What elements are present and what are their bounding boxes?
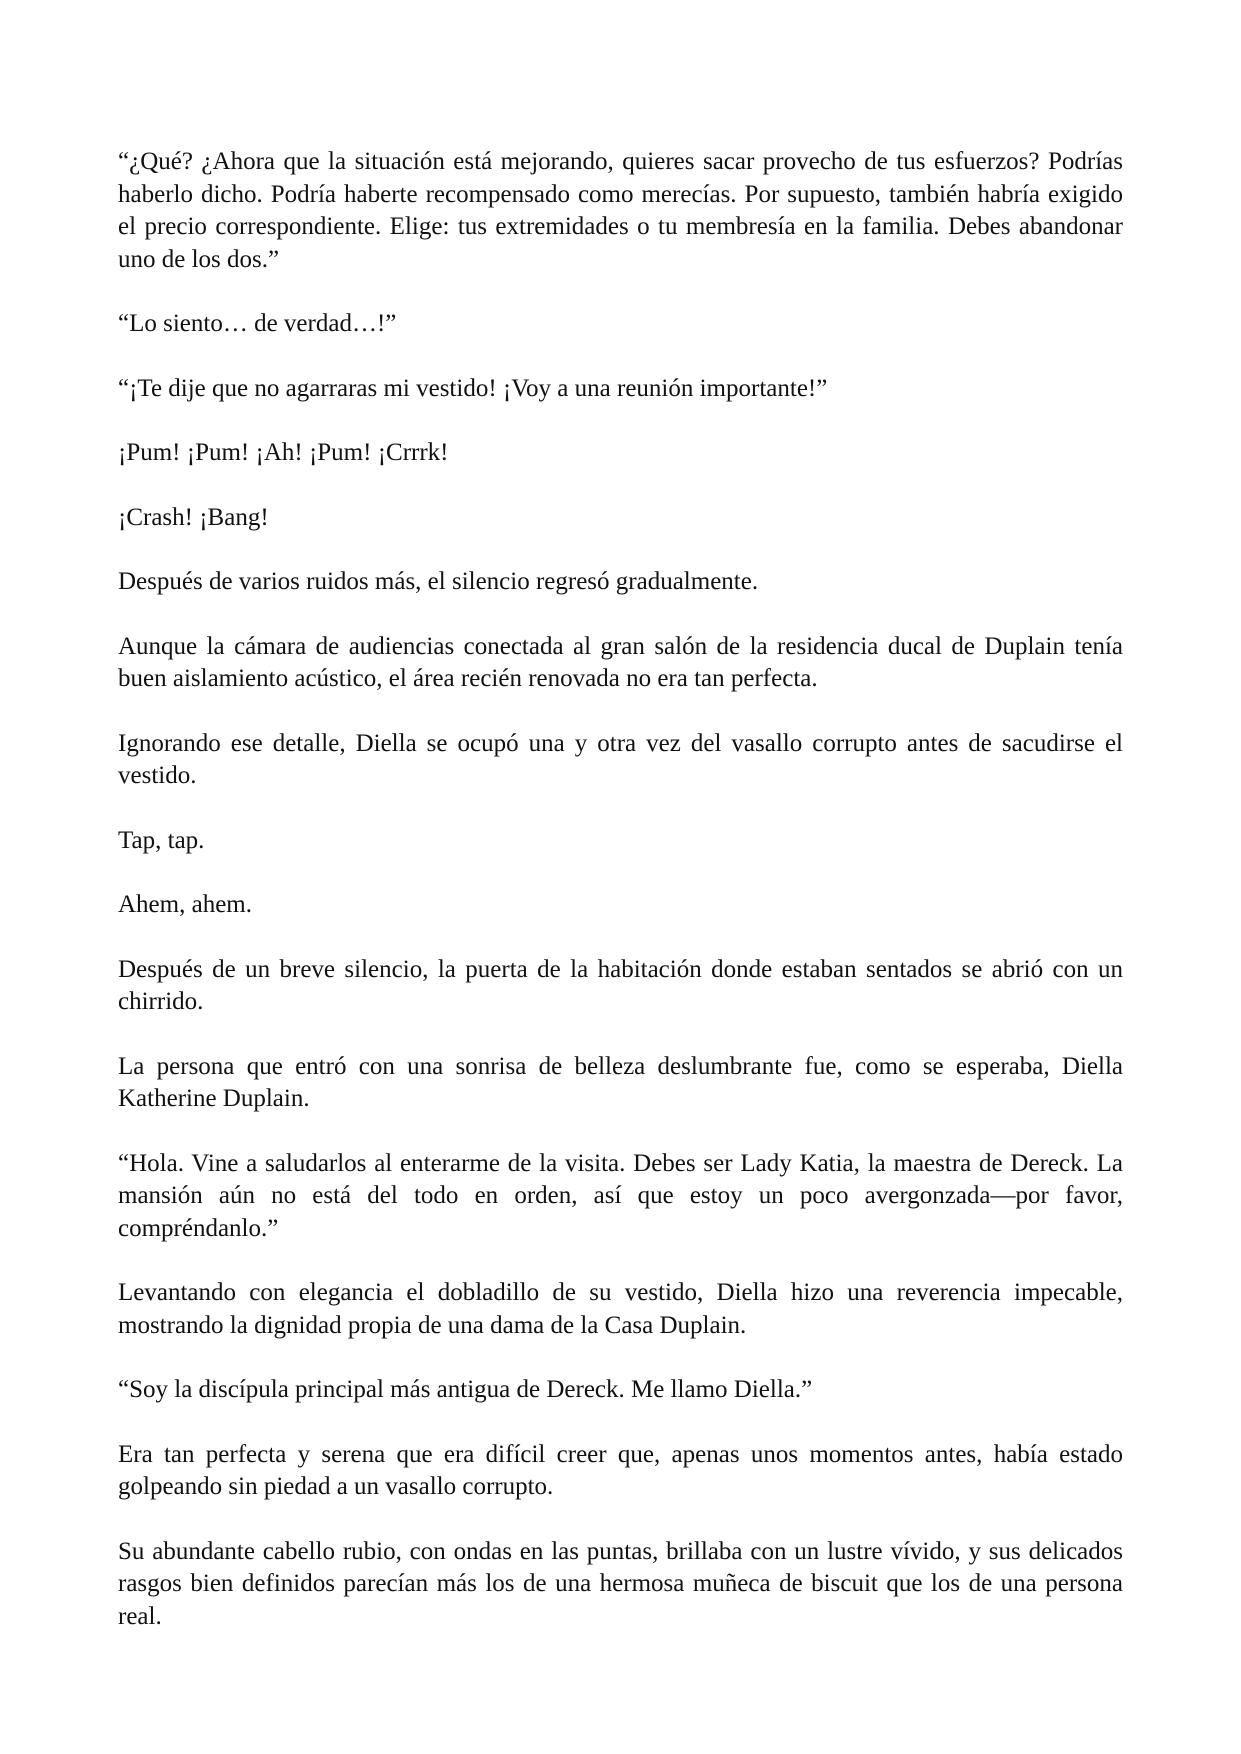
- paragraph: Después de un breve silencio, la puerta de la habitación donde estaban sentados se abrió con un chirrido.: [118, 955, 1123, 1015]
- paragraph: Después de varios ruidos más, el silencio regresó gradualmente.: [118, 568, 759, 595]
- document-body: [118, 146, 1123, 1665]
- paragraph: “¡Te dije que no agarraras mi vestido! ¡Voy a una reunión importante!”: [118, 374, 828, 402]
- paragraph: Tap, tap.: [118, 826, 205, 854]
- paragraph: Ignorando ese detalle, Diella se ocupó una y otra vez del vasallo corrupto antes de sacudirse el vestido.: [118, 729, 1123, 789]
- paragraph: Levantando con elegancia el dobladillo de su vestido, Diella hizo una reverencia impecable, mostrando la dignidad propia de una dama de la Casa Duplain.: [118, 1279, 1123, 1339]
- paragraph: Ahem, ahem.: [118, 891, 252, 918]
- paragraph: ¡Pum! ¡Pum! ¡Ah! ¡Pum! ¡Crrrk!: [118, 439, 449, 466]
- paragraph: ¡Crash! ¡Bang!: [118, 503, 269, 531]
- paragraph: La persona que entró con una sonrisa de belleza deslumbrante fue, como se esperaba, Diella Katherine Duplain.: [118, 1052, 1123, 1112]
- paragraph: Su abundante cabello rubio, con ondas en las puntas, brillaba con un lustre vívido, y sus delicados rasgos bien definidos parecían más los de una hermosa muñeca de biscuit que los de una persona real.: [118, 1537, 1123, 1630]
- paragraph: “Lo siento… de verdad…!”: [118, 310, 397, 337]
- paragraph: Aunque la cámara de audiencias conectada al gran salón de la residencia ducal de Duplain tenía buen aislamiento acústico, el área recién renovada no era tan perfecta.: [118, 632, 1123, 692]
- paragraph: Era tan perfecta y serena que era difícil creer que, apenas unos momentos antes, había estado golpeando sin piedad a un vasallo corrupto.: [118, 1440, 1123, 1500]
- paragraph: “Soy la discípula principal más antigua de Dereck. Me llamo Diella.”: [118, 1376, 813, 1403]
- paragraph: “Hola. Vine a saludarlos al enterarme de la visita. Debes ser Lady Katia, la maestra de Dereck. La mansión aún no está del todo en orden, así que estoy un poco avergonzada—por favor, compréndanlo.”: [118, 1149, 1123, 1242]
- paragraph: “¿Qué? ¿Ahora que la situación está mejorando, quieres sacar provecho de tus esfuerzos? Podrías haberlo dicho. Podría haberte recompensado como merecías. Por supuesto, también habría exigido el precio correspondiente. Elige: tus extremidades o tu membresía en la familia. Debes abandonar uno de los dos.”: [118, 148, 1123, 273]
